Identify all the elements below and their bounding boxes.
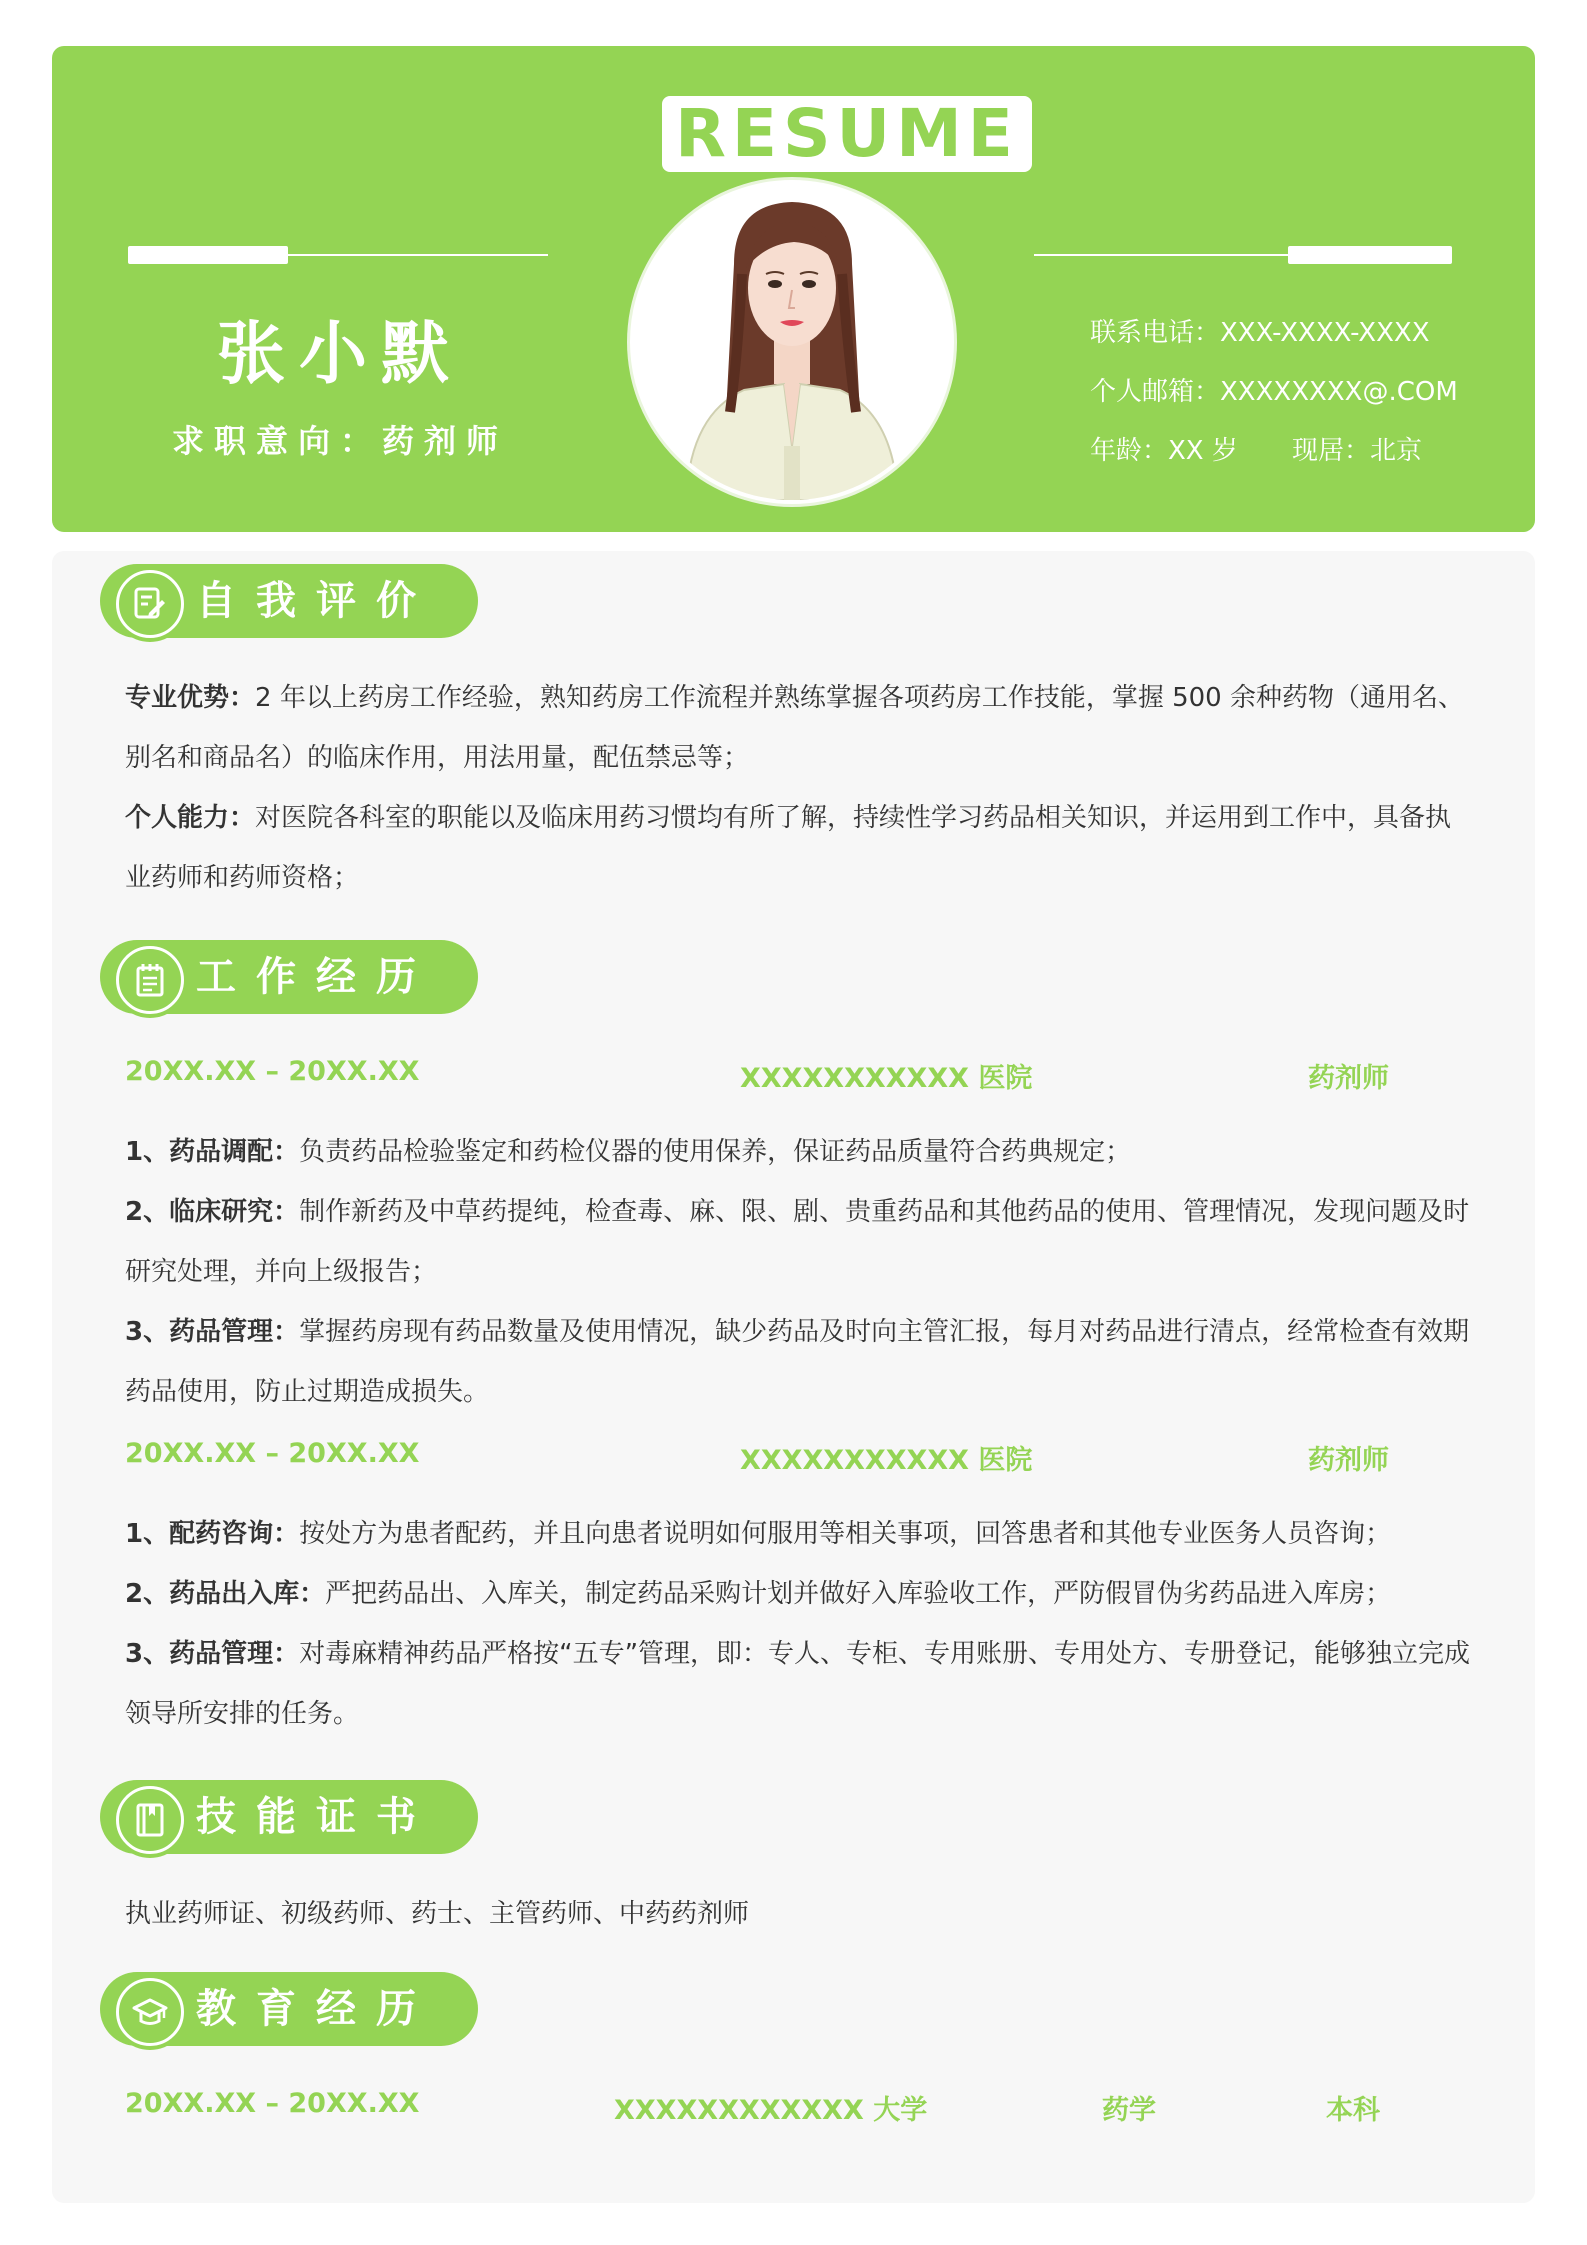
job-1-organization: XXXXXXXXXXX 医院 <box>740 1063 1033 1094</box>
education-degree: 本科 <box>1326 2095 1380 2126</box>
item-text: 严把药品出、入库关，制定药品采购计划并做好入库验收工作，严防假冒伪劣药品进入库房； <box>325 1579 1392 1609</box>
education-period: 20XX.XX – 20XX.XX <box>125 2088 420 2119</box>
job-2-duty-3 <box>125 1624 1475 1744</box>
item-label: 2、临床研究： <box>125 1197 300 1227</box>
edit-document-icon <box>116 570 184 638</box>
job-2-period: 20XX.XX – 20XX.XX <box>125 1438 420 1469</box>
item-text: 负责药品检验鉴定和药检仪器的使用保养，保证药品质量符合药典规定； <box>299 1137 1132 1167</box>
skills-list: 执业药师证、初级药师、药士、主管药师、中药药剂师 <box>125 1899 750 1929</box>
section-self-evaluation-header <box>100 560 480 640</box>
item-text: 按处方为患者配药，并且向患者说明如何服用等相关事项，回答患者和其他专业医务人员咨询； <box>299 1519 1392 1549</box>
job-intent: 求职意向：药剂师 <box>171 422 508 460</box>
item-label: 1、药品调配： <box>125 1137 300 1167</box>
job-2-duty-1 <box>125 1504 1475 1564</box>
left-divider-bar <box>128 246 288 264</box>
section-education-header <box>100 1968 480 2048</box>
resume-badge <box>662 96 1032 172</box>
item-text: 掌握药房现有药品数量及使用情况，缺少药品及时向主管汇报，每月对药品进行清点，经常检查有效期药品使用，防止过期造成损失。 <box>125 1317 1470 1407</box>
section-title: 自我评价 <box>196 578 436 624</box>
section-title: 教育经历 <box>196 1986 436 2032</box>
section-title: 技能证书 <box>196 1794 436 1840</box>
item-label: 1、配药咨询： <box>125 1519 300 1549</box>
resume-badge-text: RESUME <box>675 95 1019 172</box>
right-divider-bar <box>1288 246 1452 264</box>
header-banner <box>52 46 1535 532</box>
item-text: 对毒麻精神药品严格按“五专”管理，即：专人、专柜、专用账册、专用处方、专册登记，能够独立完成领导所安排的任务。 <box>125 1639 1471 1729</box>
contact-city: 现居：北京 <box>1292 436 1423 466</box>
item-text: 制作新药及中草药提纯，检查毒、麻、限、剧、贵重药品和其他药品的使用、管理情况，发现问题及时研究处理，并向上级报告； <box>125 1197 1470 1287</box>
job-1-duty-1 <box>125 1122 1475 1182</box>
item-label: 专业优势： <box>125 683 256 713</box>
education-major: 药学 <box>1102 2095 1156 2126</box>
contact-phone: 联系电话：XXX-XXXX-XXXX <box>1090 318 1430 348</box>
job-1-duty-3 <box>125 1302 1475 1422</box>
portrait-illustration <box>634 184 950 500</box>
section-work-experience-header <box>100 936 480 1016</box>
graduation-cap-icon <box>116 1978 184 2046</box>
job-1-period: 20XX.XX – 20XX.XX <box>125 1056 420 1087</box>
self-evaluation-item-2 <box>125 788 1475 908</box>
contact-age: 年龄：XX 岁 <box>1090 436 1238 466</box>
book-icon <box>116 1786 184 1854</box>
section-title: 工作经历 <box>196 954 436 1000</box>
job-1-duty-2 <box>125 1182 1475 1302</box>
self-evaluation-item-1 <box>125 668 1475 788</box>
notepad-icon <box>116 946 184 1014</box>
item-label: 3、药品管理： <box>125 1317 300 1347</box>
candidate-name: 张小默 <box>216 315 463 394</box>
education-school: XXXXXXXXXXXX 大学 <box>614 2095 928 2126</box>
job-2-role: 药剂师 <box>1308 1445 1389 1476</box>
item-label: 个人能力： <box>125 803 256 833</box>
contact-email: 个人邮箱：XXXXXXXX@.COM <box>1090 377 1458 407</box>
item-label: 3、药品管理： <box>125 1639 300 1669</box>
section-skills-header <box>100 1776 480 1856</box>
item-text: 2 年以上药房工作经验，熟知药房工作流程并熟练掌握各项药房工作技能，掌握 500 余种药物（通用名、别名和商品名）的临床作用，用法用量，配伍禁忌等； <box>125 683 1464 773</box>
item-label: 2、药品出入库： <box>125 1579 326 1609</box>
job-2-duty-2 <box>125 1564 1475 1624</box>
job-2-organization: XXXXXXXXXXX 医院 <box>740 1445 1033 1476</box>
job-1-role: 药剂师 <box>1308 1063 1389 1094</box>
avatar <box>630 180 954 504</box>
item-text: 对医院各科室的职能以及临床用药习惯均有所了解，持续性学习药品相关知识，并运用到工作中，具备执业药师和药师资格； <box>125 803 1452 893</box>
